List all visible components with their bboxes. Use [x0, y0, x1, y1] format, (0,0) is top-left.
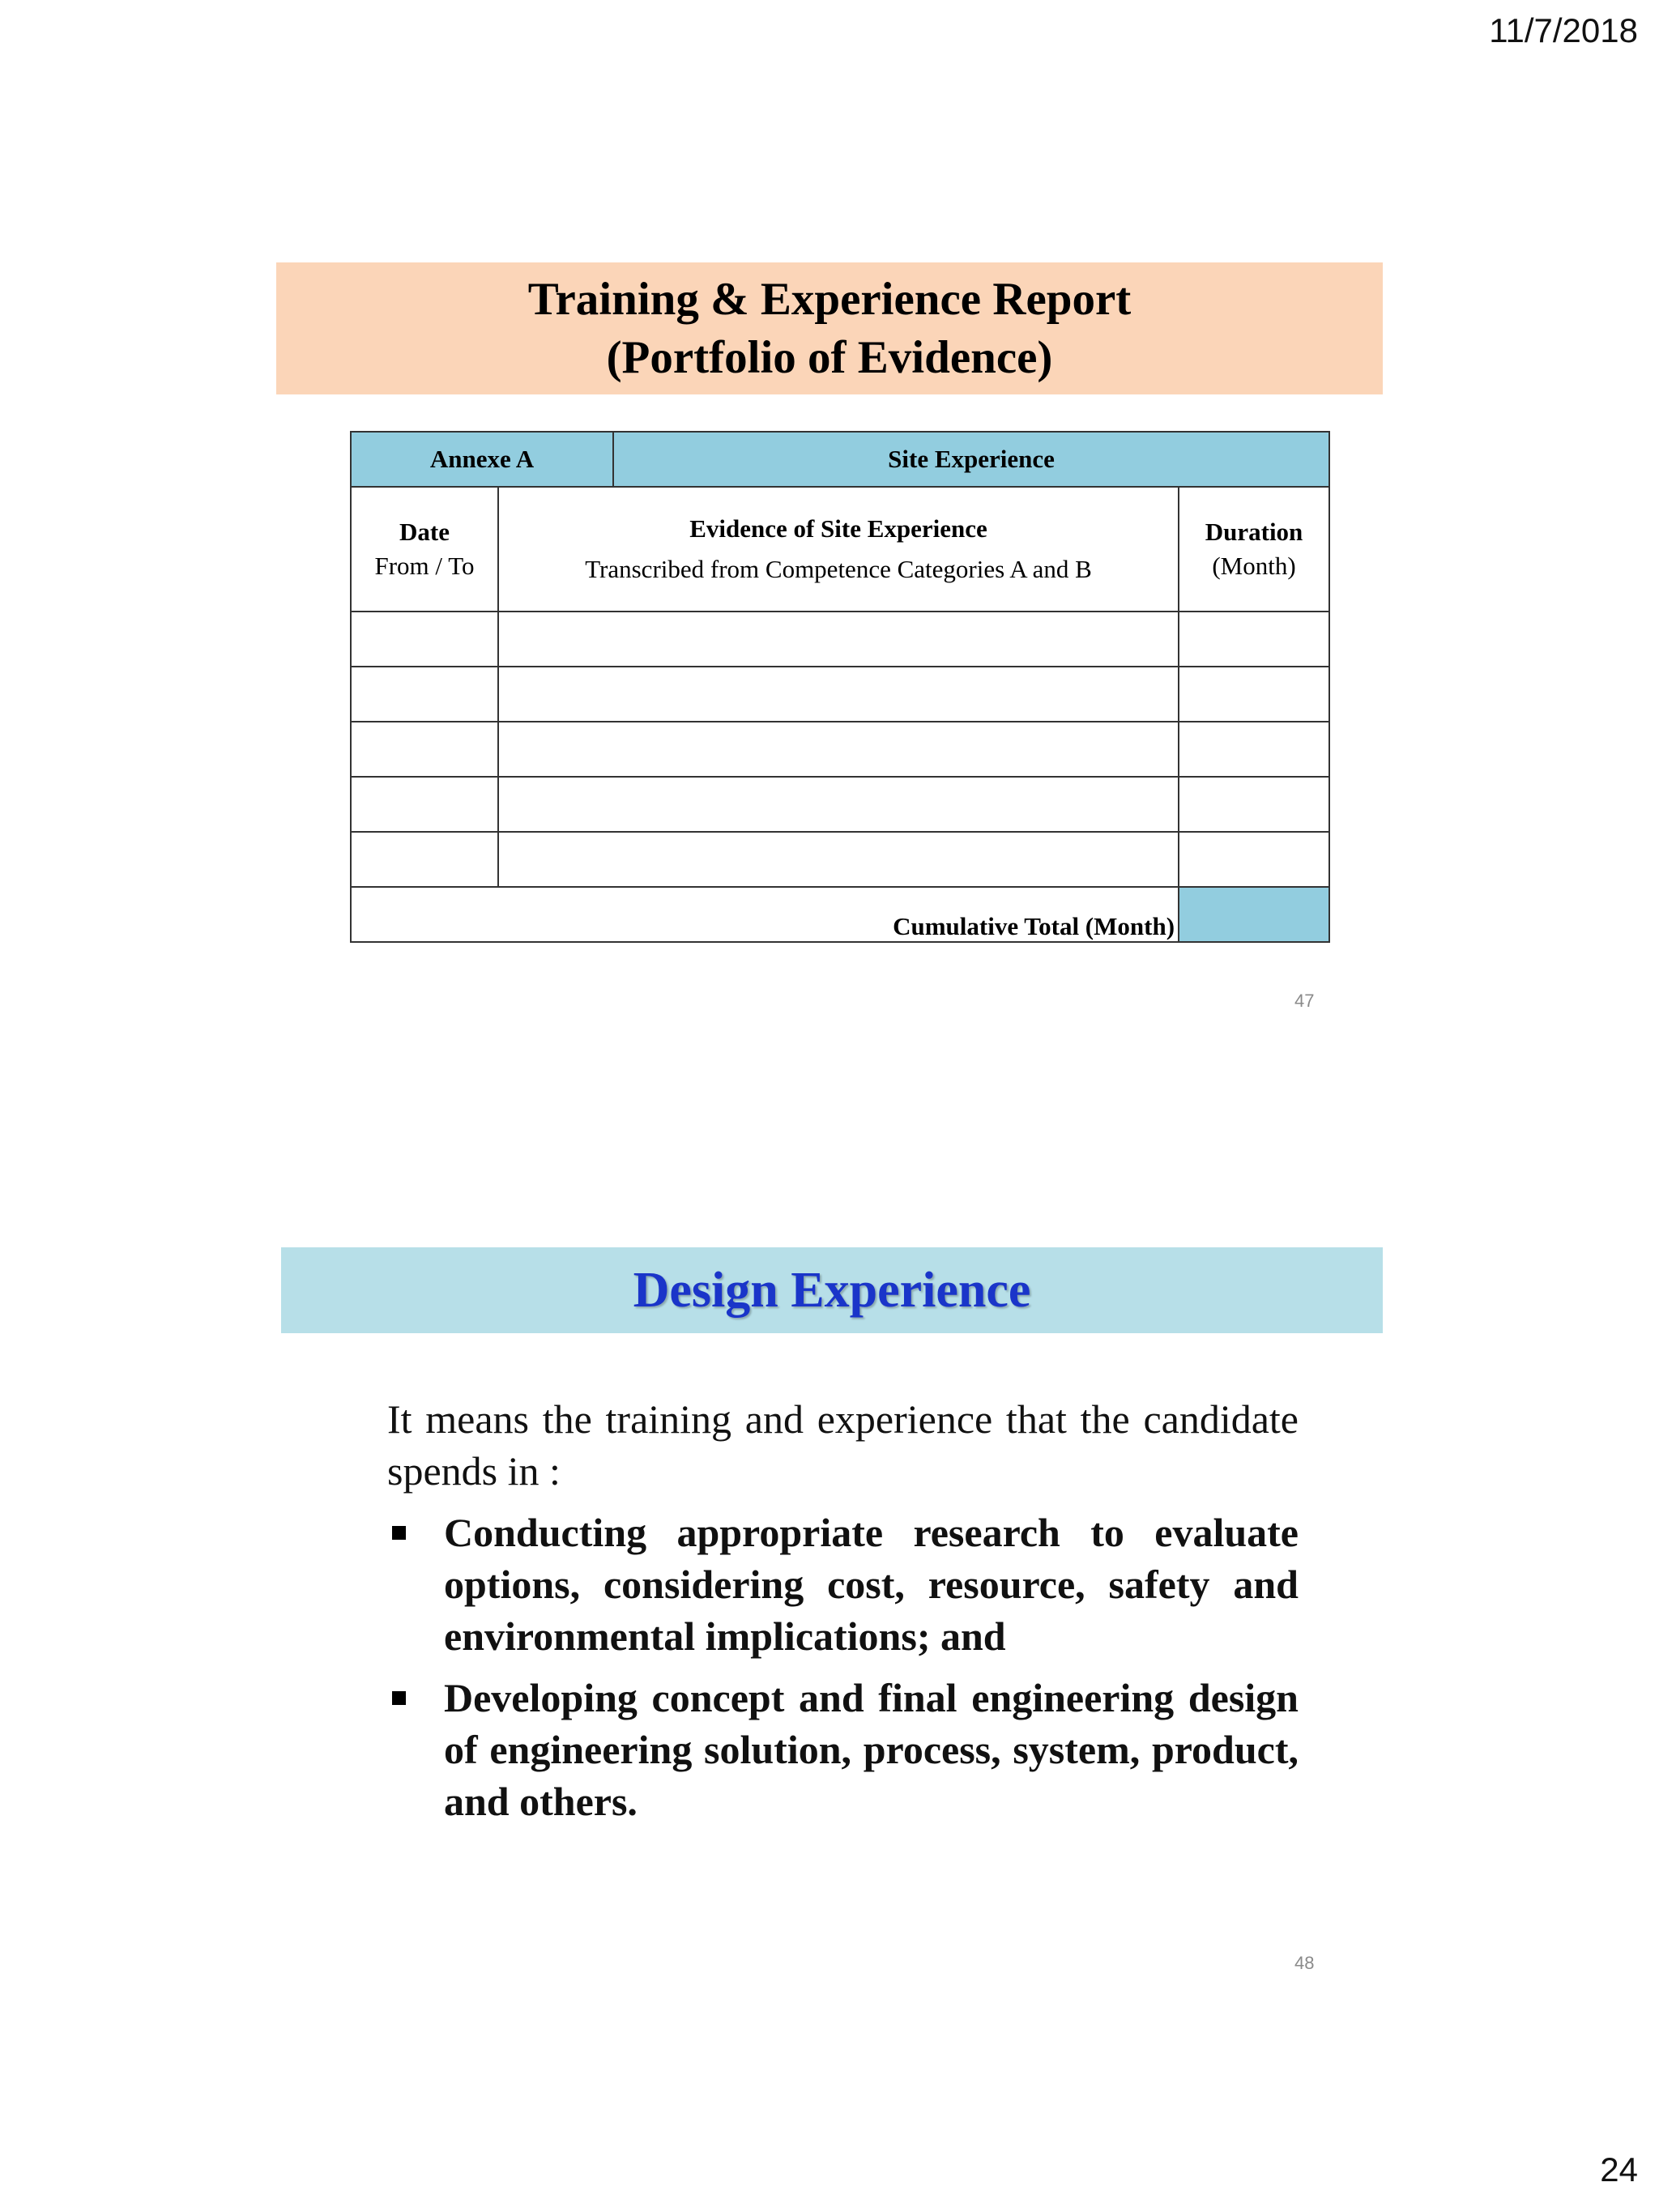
date-header-sub: From / To — [374, 552, 475, 580]
duration-cell — [1179, 722, 1329, 777]
evidence-header-title: Evidence of Site Experience — [689, 514, 987, 543]
slide-47-number: 47 — [1294, 991, 1315, 1011]
bullet-list — [387, 1507, 1299, 1827]
duration-column-header — [1179, 487, 1329, 612]
date-cell — [351, 832, 498, 887]
evidence-header-sub: Transcribed from Competence Categories A and B — [585, 555, 1092, 583]
date-header-title: Date — [399, 518, 450, 546]
evidence-cell — [498, 722, 1179, 777]
evidence-column-header — [498, 487, 1179, 612]
cumulative-total-row — [351, 887, 1329, 942]
table-row — [351, 832, 1329, 887]
page-number: 24 — [1600, 2150, 1638, 2189]
site-experience-table — [350, 431, 1330, 943]
evidence-cell — [498, 612, 1179, 667]
table-row — [351, 722, 1329, 777]
intro-paragraph: It means the training and experience that the candidate spends in : — [387, 1396, 1299, 1494]
table-row — [351, 612, 1329, 667]
square-bullet-icon — [392, 1691, 406, 1705]
slide-48-title-banner — [281, 1247, 1383, 1333]
list-item — [387, 1672, 1299, 1827]
table-row — [351, 777, 1329, 832]
bullet-text: Developing concept and final engineering design of engineering solution, process, system, product, and others. — [444, 1675, 1299, 1824]
duration-header-title: Duration — [1205, 518, 1303, 546]
date-cell — [351, 777, 498, 832]
cumulative-total-value — [1179, 887, 1329, 942]
duration-cell — [1179, 612, 1329, 667]
slide-48-title: Design Experience — [633, 1263, 1031, 1318]
cumulative-total-label: Cumulative Total (Month) — [351, 887, 1179, 942]
table-row — [351, 667, 1329, 722]
square-bullet-icon — [392, 1526, 406, 1540]
annexe-label: Annexe A — [351, 432, 613, 487]
duration-cell — [1179, 667, 1329, 722]
page-date: 11/7/2018 — [1489, 11, 1638, 49]
slide-48-body — [387, 1393, 1299, 1837]
list-item — [387, 1507, 1299, 1662]
duration-cell — [1179, 832, 1329, 887]
table-header-row — [351, 432, 1329, 487]
slide-47-title-line1: Training & Experience Report — [527, 273, 1132, 325]
slide-47-title-line2: (Portfolio of Evidence) — [606, 331, 1053, 383]
column-header-row — [351, 487, 1329, 612]
section-label: Site Experience — [613, 432, 1329, 487]
duration-cell — [1179, 777, 1329, 832]
evidence-cell — [498, 667, 1179, 722]
duration-header-sub: (Month) — [1212, 552, 1296, 580]
slide-47-title-banner — [276, 262, 1383, 394]
date-cell — [351, 722, 498, 777]
date-cell — [351, 667, 498, 722]
bullet-text: Conducting appropriate research to evaluate options, considering cost, resource, safety and environmental implications; and — [444, 1510, 1299, 1659]
date-column-header — [351, 487, 498, 612]
date-cell — [351, 612, 498, 667]
evidence-cell — [498, 832, 1179, 887]
evidence-cell — [498, 777, 1179, 832]
slide-48-number: 48 — [1294, 1953, 1315, 1973]
